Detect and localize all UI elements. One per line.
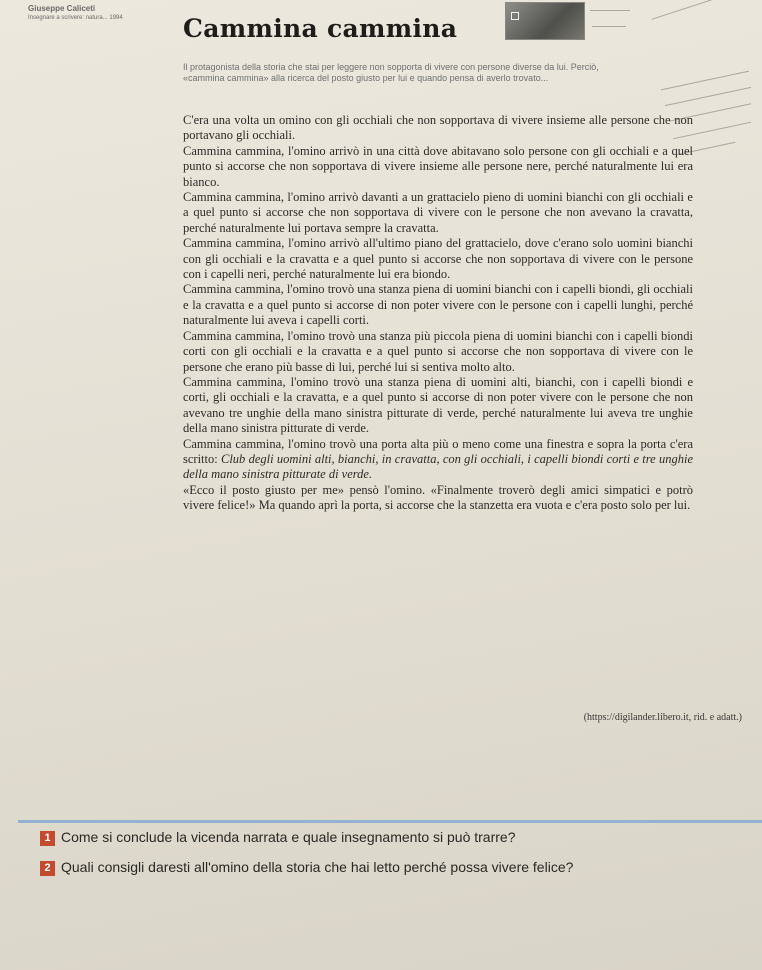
story-paragraph: Cammina cammina, l'omino arrivò in una città dove abitavano solo persone con gli occhiali e a quel punto si accorse che non sopportava di vivere insieme alle persone nere, perché naturalmente lui era bianco. [183, 143, 693, 189]
club-sign-text: Club degli uomini alti, bianchi, in cravatta, con gli occhiali, i capelli biondi corti e tre unghie della mano sinistra pitturate di verde. [183, 451, 693, 482]
story-paragraph: C'era una volta un omino con gli occhiali che non sopportava di vivere insieme alle persone che non portavano gli occhiali. [183, 113, 693, 143]
story-paragraph: Cammina cammina, l'omino arrivò all'ultimo piano del grattacielo, dove c'erano solo uomini bianchi con gli occhiali e la cravatta e a quel punto si accorse che non sopportava di vivere con le persone con i capelli neri, perché naturalmente lui era biondo. [183, 236, 693, 282]
question-2 [40, 859, 762, 876]
question-number-badge: 1 [40, 831, 55, 846]
story-paragraph: Cammina cammina, l'omino arrivò davanti a un grattacielo pieno di uomini bianchi con gli occhiali e a quel punto si accorse che non sopportava di vivere con le persone che non avevano la cravatta, perché naturalmente lui portava sempre la cravatta. [183, 190, 693, 235]
thumbnail-image [505, 2, 585, 40]
margin-scribble [665, 87, 751, 106]
author-info [28, 4, 148, 22]
margin-scribble [592, 26, 626, 27]
story-paragraph: Cammina cammina, l'omino trovò una stanza piena di uomini bianchi con i capelli biondi, gli occhiali e la cravatta e a quel punto si accorse di non poter vivere con le persone con i capelli lunghi, perché naturalmente lui aveva i capelli corti. [183, 282, 693, 328]
story-paragraph: Cammina cammina, l'omino trovò una stanza piena di uomini alti, bianchi, con i capelli biondi e corti, gli occhiali e la cravatta, e a quel punto si accorse di non poter vivere con le persone che non avevano tre unghie della mano sinistra pitturate di verde, perché naturalmente lui aveva tre unghie della mano sinistra pitturate di verde. [183, 374, 693, 436]
source-citation: (https://digilander.libero.it, rid. e adatt.) [583, 712, 742, 723]
story-paragraph: Cammina cammina, l'omino trovò una stanza più piccola piena di uomini bianchi con i capelli biondi corti con gli occhiali e la cravatta e a quel punto si accorse che non sopportava di vivere con le persone che erano più basse di lui, perché lui si sentiva molto alto. [183, 328, 693, 374]
question-number-badge: 2 [40, 861, 55, 876]
page-title: Cammina cammina [183, 14, 458, 43]
intro-text: Il protagonista della storia che stai per leggere non sopporta di vivere con persone diverse da lui. Perciò, «cammina cammina» alla ricerca del posto giusto per lui e quando pensa di averlo trovato... [183, 62, 599, 83]
author-work: Insegnare a scrivere: natura... 1994 [28, 15, 123, 21]
story-paragraph [183, 437, 693, 483]
question-text: Come si conclude la vicenda narrata e quale insegnamento si può trarre? [61, 829, 516, 845]
question-1 [40, 829, 762, 846]
thumbnail-marker-icon [511, 12, 519, 20]
margin-scribble [661, 71, 749, 91]
section-divider [18, 820, 762, 823]
story-text [183, 113, 693, 514]
story-text-span: Cammina cammina, l'omino trovò una porta alta più o meno come una finestra e sopra la porta c'era scritto: [183, 436, 693, 466]
author-name: Giuseppe Caliceti [28, 4, 96, 13]
margin-scribble [590, 10, 630, 11]
story-paragraph: «Ecco il posto giusto per me» pensò l'omino. «Finalmente troverò degli amici simpatici e potrò vivere felice!» Ma quando aprì la porta, si accorse che la stanzetta era vuota e c'era posto solo per lui. [183, 482, 693, 513]
margin-scribble [652, 0, 719, 20]
question-text: Quali consigli daresti all'omino della storia che hai letto perché possa vivere felice? [61, 859, 574, 875]
